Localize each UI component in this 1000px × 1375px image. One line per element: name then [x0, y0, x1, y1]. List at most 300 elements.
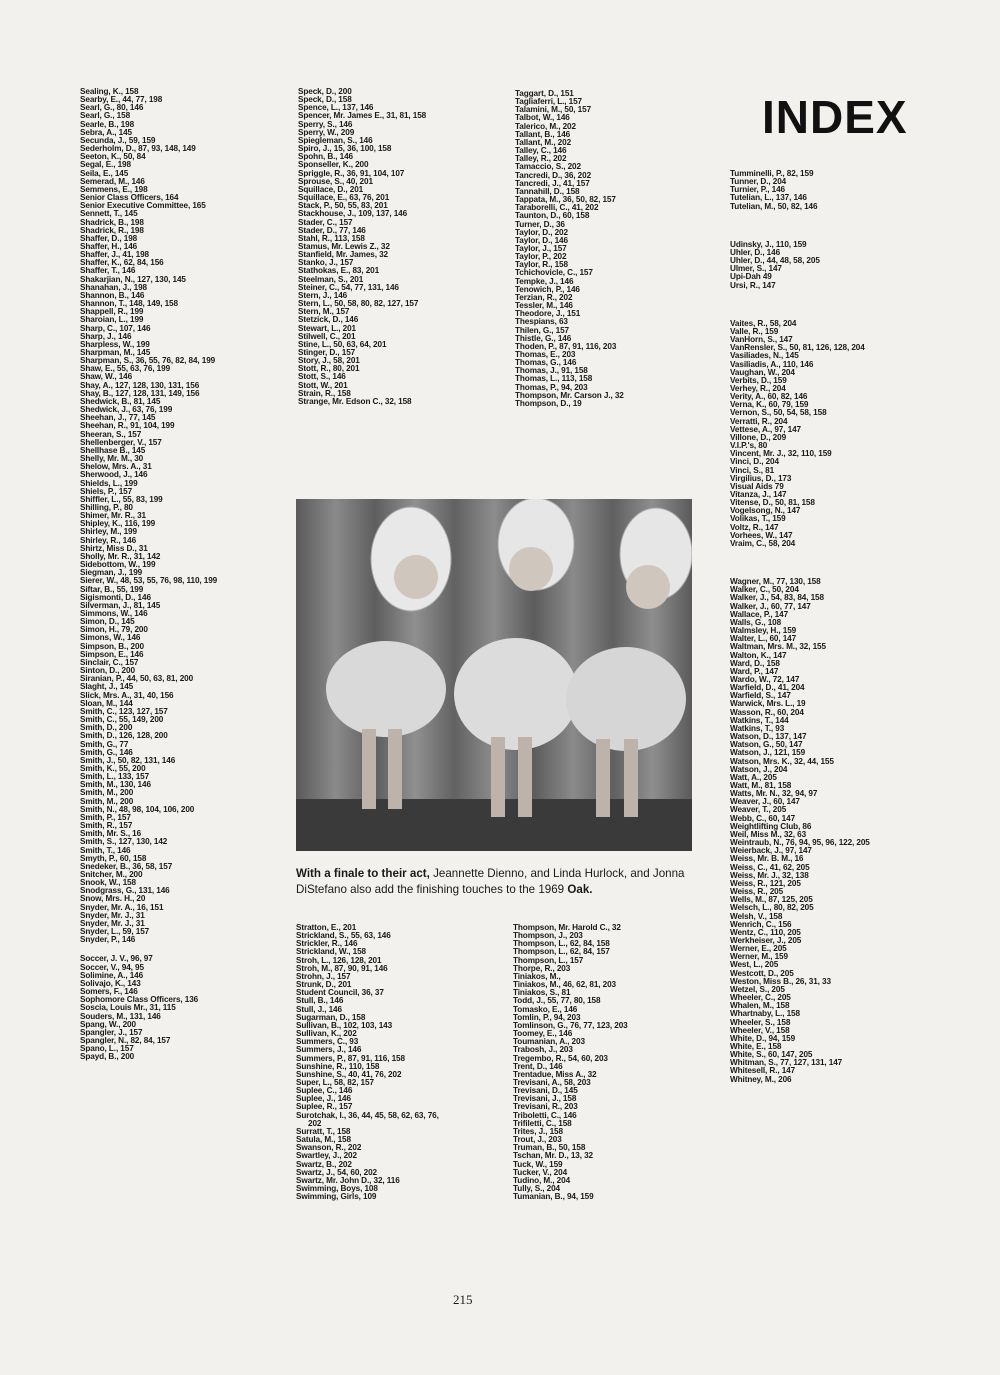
index-entry: Thompson, L., 62, 84, 158: [513, 939, 610, 949]
index-entry: Snitcher, M., 200: [80, 870, 143, 879]
index-entry: Steelman, S., 201: [298, 274, 364, 284]
index-entry: West, L., 205: [730, 960, 779, 970]
index-entry: Sharpman, M., 145: [80, 348, 151, 357]
index-entry: Shaw, E., 55, 63, 76, 199: [80, 364, 171, 374]
index-entry: Speck, D., 200: [298, 87, 352, 96]
index-entry: Swartz, B., 202: [296, 1159, 352, 1169]
index-entry: Senior Executive Committee, 165: [80, 201, 206, 211]
index-entry: Voltz, R., 147: [730, 522, 779, 532]
index-entry: Vincent, Mr. J., 32, 110, 159: [730, 449, 832, 459]
index-entry: Snyder, P., 146: [80, 935, 136, 945]
index-entry: Simmons, W., 146: [80, 609, 148, 618]
index-entry: Sprouse, S., 40, 201: [298, 176, 373, 186]
index-entry: Turnier, P., 146: [730, 185, 785, 195]
index-entry: Thomas, E., 203: [515, 350, 576, 359]
index-entry: Shaffer, K., 62, 84, 156: [80, 258, 164, 268]
index-entry: Shelly, Mr. M., 30: [80, 454, 144, 464]
index-entry: Snyder, L., 59, 157: [80, 927, 150, 937]
index-entry: Stott, W., 201: [298, 380, 348, 390]
index-entry: Sullivan, K., 202: [296, 1029, 357, 1039]
index-entry: Tutelian, L., 137, 146: [730, 193, 807, 203]
index-entry: Thompson, L., 157: [513, 955, 584, 965]
page-title: INDEX: [762, 91, 908, 143]
index-entry: Sloan, M., 144: [80, 698, 133, 708]
index-entry: White, E., 158: [730, 1042, 782, 1051]
index-entry: Smith, M., 200: [80, 788, 134, 798]
index-entry: Whitesell, R., 147: [730, 1066, 796, 1076]
index-entry: Virgilius, D., 173: [730, 473, 792, 483]
index-entry: Stull, B., 146: [296, 996, 344, 1006]
index-entry: Talbot, W., 146: [515, 113, 570, 123]
index-entry: Sunshine, S., 40, 41, 76, 202: [296, 1069, 402, 1079]
index-entry: Speck, D., 158: [298, 95, 352, 105]
index-entry: Semmens, E., 198: [80, 184, 148, 194]
index-entry: Watson, J., 204: [730, 764, 788, 774]
index-entry: Waltman, Mrs. M., 32, 155: [730, 642, 826, 652]
index-entry: Weil, Miss M., 32, 63: [730, 829, 807, 839]
index-entry: Vitense, D., 50, 81, 158: [730, 498, 815, 508]
index-entry: Sheehan, J., 77, 145: [80, 413, 156, 423]
index-entry: Snow, Mrs. H., 20: [80, 894, 146, 904]
index-entry: Sugarman, D., 158: [296, 1012, 366, 1022]
index-entry: Silverman, J., 81, 145: [80, 600, 161, 610]
index-entry: Webb, C., 60, 147: [730, 813, 796, 823]
index-entry: Tregembo, R., 54, 60, 203: [513, 1053, 608, 1063]
index-entry: Snyder, Mr. A., 16, 151: [80, 902, 164, 912]
index-entry: Stern, J., 146: [298, 290, 348, 300]
index-entry: Slaght, J., 145: [80, 682, 134, 692]
index-entry: Ulmer, S., 147: [730, 264, 782, 274]
index-entry: Thorpe, R., 203: [513, 963, 571, 973]
index-entry: Stroh, M., 87, 90, 91, 146: [296, 963, 388, 973]
index-entry: Searby, E., 44, 77, 198: [80, 95, 163, 105]
index-entry: Wetzel, S., 205: [730, 984, 785, 994]
index-entry: Simpson, E., 146: [80, 649, 144, 659]
index-entry: Thespians, 63: [515, 317, 568, 327]
index-entry: Searle, B., 198: [80, 119, 135, 129]
index-entry: Stinger, D., 157: [298, 348, 356, 357]
index-entry: Thompson, Mr. Carson J., 32: [515, 390, 624, 400]
index-entry: Smith, C., 55, 149, 200: [80, 715, 164, 725]
index-entry: Soccer, J. V., 96, 97: [80, 954, 153, 964]
index-entry: Watson, Mrs. K., 32, 44, 155: [730, 756, 834, 766]
index-entry: Spriggle, R., 36, 91, 104, 107: [298, 168, 405, 178]
index-entry: Tomlinson, G., 76, 77, 123, 203: [513, 1020, 628, 1030]
index-entry: Shadrick, B., 198: [80, 217, 144, 227]
index-entry: Shaffer, D., 198: [80, 233, 138, 243]
index-entry: Weiss, Mr. J., 32, 138: [730, 870, 809, 880]
index-entry: Taylor, P., 202: [515, 252, 567, 262]
index-entry: Trabosh, J., 203: [513, 1045, 573, 1055]
index-entry: Sperry, S., 146: [298, 119, 353, 129]
page-number: 215: [453, 1292, 473, 1307]
index-entry: Semerad, M., 146: [80, 176, 145, 186]
index-entry: Sharpman, S., 36, 55, 76, 82, 84, 199: [80, 356, 216, 366]
index-entry: Strickler, R., 146: [296, 939, 358, 949]
index-entry: Vorhees, W., 147: [730, 530, 793, 540]
index-entry: Siftar, B., 55, 199: [80, 584, 144, 594]
index-entry: Slick, Mrs. A., 31, 40, 156: [80, 690, 174, 700]
index-entry: Tchichovicle, C., 157: [515, 268, 593, 278]
index-entry: Terzian, R., 202: [515, 292, 573, 302]
index-entry: Watson, D., 137, 147: [730, 732, 807, 742]
index-entry: Verity, A., 60, 82, 146: [730, 392, 808, 402]
index-entry: Wasson, R., 60, 204: [730, 707, 804, 717]
index-entry: Ward, P., 147: [730, 666, 779, 676]
index-entry: Snodgrass, G., 131, 146: [80, 886, 170, 896]
index-entry: Walton, K., 147: [730, 650, 787, 660]
index-entry: Swartley, J., 202: [296, 1151, 357, 1161]
index-column-s-part1: [80, 88, 280, 1061]
index-entry: Shields, L., 199: [80, 478, 138, 488]
index-entry: Upi-Dah 49: [730, 272, 772, 282]
index-entry: Thompson, D., 19: [515, 398, 582, 408]
index-entry: Stanfield, Mr. James, 32: [298, 250, 388, 260]
index-entry: Stilwell, C., 201: [298, 331, 356, 341]
index-entry: Tumminelli, P., 82, 159: [730, 169, 814, 178]
index-entry: Trout, J., 203: [513, 1135, 562, 1145]
index-entry: Weaver, J., 60, 147: [730, 797, 800, 807]
index-entry: Spohn, B., 146: [298, 152, 354, 162]
index-entry: Tuck, W., 159: [513, 1159, 563, 1169]
index-entry: Theodore, J., 151: [515, 309, 581, 319]
photo-caption: [296, 866, 696, 897]
index-entry: Tancredi, D., 36, 202: [515, 170, 592, 180]
index-entry: Spiro, J., 15, 36, 100, 158: [298, 144, 392, 154]
index-entry: Weiss, C., 41, 62, 205: [730, 862, 810, 872]
index-entry: Tudino, M., 204: [513, 1175, 571, 1185]
index-entry: Siranian, P., 44, 50, 63, 81, 200: [80, 674, 194, 684]
index-entry: Shay, A., 127, 128, 130, 131, 156: [80, 380, 200, 390]
index-entry: Solivajo, K., 143: [80, 978, 141, 988]
index-entry: Swanson, R., 202: [296, 1143, 362, 1153]
index-entry: Strohn, J., 157: [296, 971, 351, 981]
index-entry: Thomas, P., 94, 203: [515, 382, 588, 392]
index-entry: Trentadue, Miss A., 32: [513, 1069, 597, 1079]
index-entry: Shelow, Mrs. A., 31: [80, 462, 152, 472]
index-entry: Surratt, T., 158: [296, 1126, 351, 1136]
index-entry: Stetzick, D., 146: [298, 315, 359, 325]
cheerleaders-photo: [296, 499, 692, 851]
index-column-s-part3: [296, 924, 506, 1201]
index-entry: Smith, D., 126, 128, 200: [80, 731, 168, 741]
index-entry: Segal, E., 198: [80, 160, 131, 170]
index-entry: Sperry, W., 209: [298, 127, 355, 137]
index-entry: Super, L., 58, 82, 157: [296, 1077, 374, 1087]
index-entry: Stamus, Mr. Lewis Z., 32: [298, 241, 390, 251]
index-entry: Snyder, Mr. J., 31: [80, 910, 145, 920]
index-entry: Stader, D., 77, 146: [298, 225, 366, 235]
index-entry: Smith, Mr. S., 16: [80, 829, 142, 839]
index-entry: Squillace, E., 63, 76, 201: [298, 193, 390, 203]
index-entry: Warfield, D., 41, 204: [730, 683, 805, 693]
index-entry: Shannon, T., 148, 149, 158: [80, 299, 178, 309]
index-entry: Tempke, J., 146: [515, 276, 574, 286]
index-entry: Shimer, Mr. R., 31: [80, 511, 147, 521]
index-entry: Talley, R., 202: [515, 154, 567, 164]
index-entry: 202: [308, 1118, 322, 1128]
index-entry: Trevisani, D., 145: [513, 1086, 578, 1096]
index-entry: Smith, J., 50, 82, 131, 146: [80, 755, 176, 765]
index-entry: Sheeran, S., 157: [80, 429, 142, 439]
index-entry: Snedeker, B., 36, 58, 157: [80, 861, 173, 871]
index-entry: Tomasko, E., 146: [513, 1004, 578, 1014]
index-entry: Smith, M., 200: [80, 796, 134, 806]
index-entry: Stathokas, E., 83, 201: [298, 266, 380, 276]
index-entry: Thoden, P., 87, 91, 116, 203: [515, 341, 617, 351]
index-entry: Watson, G., 50, 147: [730, 740, 803, 750]
index-entry: Sophomore Class Officers, 136: [80, 995, 199, 1005]
index-entry: V.I.P.'s, 80: [730, 441, 768, 451]
index-column-s-part2: [298, 88, 498, 406]
index-entry: Seeton, K., 50, 84: [80, 152, 146, 162]
index-entry: Walker, J., 60, 77, 147: [730, 601, 811, 611]
index-entry: Snook, W., 158: [80, 878, 136, 888]
index-entry: VanHorn, S., 147: [730, 335, 793, 345]
index-entry: Strange, Mr. Edson C., 32, 158: [298, 396, 412, 406]
index-entry: Toomey, E., 146: [513, 1029, 573, 1039]
index-entry: Thistle, G., 146: [515, 333, 572, 343]
index-entry: Ursi, R., 147: [730, 280, 776, 290]
index-entry: Suplee, R., 157: [296, 1102, 353, 1112]
index-entry: Swimming, Boys, 108: [296, 1184, 378, 1193]
index-entry: Stanko, J., 157: [298, 258, 354, 268]
index-entry: Tiniakos, S., 81: [513, 988, 571, 998]
index-entry: Shaffer, T., 146: [80, 266, 136, 276]
index-entry: Smith, N., 48, 98, 104, 106, 200: [80, 804, 195, 814]
index-entry: Toumanian, A., 203: [513, 1037, 585, 1047]
index-entry: Spiegleman, S., 146: [298, 135, 373, 145]
index-entry: Simpson, B., 200: [80, 641, 144, 651]
index-entry: Shadrick, R., 198: [80, 225, 144, 235]
index-entry: Shirley, M., 199: [80, 527, 137, 537]
index-entry: Taraborelli, C., 41, 202: [515, 203, 599, 213]
index-entry: Tumanian, B., 94, 159: [513, 1192, 594, 1202]
index-entry: Tagliaferri, L., 157: [515, 97, 583, 107]
index-entry: Shay, B., 127, 128, 131, 149, 156: [80, 388, 200, 398]
index-entry: Thompson, J., 203: [513, 931, 583, 941]
index-entry: Whitman, S., 77, 127, 131, 147: [730, 1058, 843, 1068]
index-entry: Shaffer, J., 41, 198: [80, 250, 150, 260]
index-entry: Trites, J., 158: [513, 1126, 563, 1136]
index-entry: Wells, M., 87, 125, 205: [730, 895, 813, 905]
index-entry: Stern, L., 50, 58, 80, 82, 127, 157: [298, 299, 419, 309]
index-entry: Sheehan, R., 91, 104, 199: [80, 421, 175, 431]
index-entry: White, S., 60, 147, 205: [730, 1050, 813, 1060]
index-entry: Story, J., 58, 201: [298, 356, 360, 366]
index-entry: Simon, D., 145: [80, 617, 135, 627]
index-entry: Vitanza, J., 147: [730, 490, 787, 499]
index-entry: Shedwick, J., 63, 76, 199: [80, 405, 173, 415]
index-entry: Simons, W., 146: [80, 633, 141, 643]
index-entry: Sholly, Mr. R., 31, 142: [80, 551, 161, 561]
index-entry: Watkins, T., 144: [730, 715, 789, 725]
index-entry: Thilen, G., 157: [515, 325, 570, 335]
index-entry: Student Council, 36, 37: [296, 988, 384, 998]
index-entry: Stine, L., 50, 63, 64, 201: [298, 339, 387, 349]
index-entry: Vaughan, W., 204: [730, 367, 795, 377]
index-entry: Searl, G., 80, 146: [80, 103, 144, 113]
index-entry: Vaites, R., 58, 204: [730, 318, 797, 328]
index-entry: Sullivan, B., 102, 103, 143: [296, 1020, 393, 1030]
index-entry: Talley, C., 146: [515, 146, 567, 156]
index-entry: Wentz, C., 110, 205: [730, 927, 801, 937]
index-entry: Taylor, R., 158: [515, 260, 568, 270]
index-entry: Weiss, Mr. B. M., 16: [730, 854, 804, 864]
index-entry: Verbits, D., 159: [730, 375, 787, 385]
index-entry: Thompson, L., 62, 84, 157: [513, 947, 610, 957]
index-entry: Taylor, J., 157: [515, 243, 567, 253]
index-entry: Sinclair, C., 157: [80, 657, 139, 667]
index-entry: Sennett, T., 145: [80, 209, 138, 219]
index-entry: Spangler, N., 82, 84, 157: [80, 1035, 171, 1045]
index-entry: Shanahan, J., 198: [80, 282, 148, 292]
index-entry: Shedwick, B., 81, 145: [80, 396, 161, 406]
index-entry: Weston, Miss B., 26, 31, 33: [730, 976, 831, 986]
index-entry: Surotchak, I., 36, 44, 45, 58, 62, 63, 76,: [296, 1110, 439, 1120]
index-entry: Smith, D., 200: [80, 723, 133, 733]
index-column-t-part1: [515, 90, 715, 408]
index-entry: Satula, M., 158: [296, 1135, 351, 1145]
index-entry: Suplee, C., 146: [296, 1086, 353, 1096]
index-entry: Somers, F., 146: [80, 987, 138, 997]
index-entry: Verhey, R., 204: [730, 383, 786, 393]
index-entry: Sunshine, R., 110, 158: [296, 1061, 380, 1071]
index-entry: Summers, J., 146: [296, 1045, 362, 1055]
index-entry: Spence, L., 137, 146: [298, 103, 374, 113]
index-entry: Sharp, C., 107, 146: [80, 323, 151, 333]
index-entry: Turner, D., 36: [515, 219, 565, 229]
index-entry: Spayd, B., 200: [80, 1052, 135, 1062]
index-entry: Strain, R., 158: [298, 388, 351, 398]
index-entry: Shannon, B., 146: [80, 290, 145, 300]
index-entry: Trevisani, J., 158: [513, 1094, 577, 1104]
index-entry: Tutelian, M., 50, 82, 146: [730, 201, 818, 211]
index-entry: Thomas, G., 146: [515, 358, 577, 368]
index-entry: Spencer, Mr. James E., 31, 81, 158: [298, 111, 427, 121]
index-entry: Whartnaby, L., 158: [730, 1009, 800, 1019]
index-entry: Tiniakos, M.,: [513, 971, 561, 981]
index-entry: Stader, C., 157: [298, 217, 353, 227]
index-entry: Smith, L., 133, 157: [80, 772, 150, 782]
index-entry: Tamaccio, S., 202: [515, 162, 581, 172]
index-entry: Werner, E., 205: [730, 944, 787, 954]
index-entry: Weiss, R., 121, 205: [730, 878, 801, 888]
index-entry: Siegman, J., 199: [80, 568, 143, 578]
index-entry: Uhler, D., 146: [730, 247, 781, 257]
index-entry: Shaw, W., 146: [80, 372, 133, 382]
index-entry: Tannahill, D., 158: [515, 186, 580, 196]
index-entry: Suplee, J., 146: [296, 1094, 351, 1104]
index-entry: Vasiliades, N., 145: [730, 351, 799, 361]
index-entry: Stott, S., 146: [298, 372, 346, 382]
index-entry: Shellhase B., 145: [80, 445, 146, 455]
index-entry: Tschan, Mr. D., 13, 32: [513, 1151, 594, 1161]
index-entry: Watts, Mr. N., 32, 94, 97: [730, 789, 818, 799]
index-entry: Swartz, Mr. John D., 32, 116: [296, 1175, 400, 1185]
index-group-w: [730, 578, 930, 1084]
index-group-u: [730, 241, 930, 290]
index-entry: Welsch, L., 80, 82, 205: [730, 903, 814, 913]
index-entry: Visual Aids 79: [730, 481, 784, 491]
index-entry: Werner, M., 159: [730, 952, 788, 962]
index-entry: Stull, J., 146: [296, 1004, 342, 1014]
index-entry: Smith, M., 130, 146: [80, 780, 151, 790]
index-entry: Smith, T., 146: [80, 845, 131, 855]
index-entry: Watt, M., 81, 158: [730, 781, 792, 790]
index-entry: Udinsky, J., 110, 159: [730, 239, 807, 249]
index-entry: Vogelsong, N., 147: [730, 506, 801, 516]
index-entry: Thompson, Mr. Harold C., 32: [513, 923, 621, 932]
index-entry: Thomas, J., 91, 158: [515, 366, 588, 376]
index-entry: Sealing, K., 158: [80, 87, 139, 96]
index-entry: Walmsley, H., 159: [730, 626, 797, 636]
index-entry: Tully, S., 204: [513, 1184, 560, 1193]
index-entry: Stewart, L., 201: [298, 323, 357, 333]
index-entry: Shappell, R., 199: [80, 307, 144, 317]
index-entry: Vinci, S., 81: [730, 465, 775, 475]
index-entry: Whitney, M., 206: [730, 1074, 792, 1084]
index-entry: Smith, R., 157: [80, 821, 133, 831]
index-entry: Spang, W., 200: [80, 1019, 136, 1029]
index-entry: Watt, A., 205: [730, 772, 777, 782]
index-entry: Volikas, T., 159: [730, 514, 786, 524]
index-entry: Wheeler, C., 205: [730, 993, 791, 1003]
index-entry: Tessler, M., 146: [515, 301, 573, 311]
index-entry: Stackhouse, J., 109, 137, 146: [298, 209, 408, 219]
index-entry: Sederholm, D., 87, 93, 148, 149: [80, 144, 196, 154]
index-entry: Smith, C., 123, 127, 157: [80, 706, 168, 716]
index-entry: Vasiliadis, A., 110, 146: [730, 359, 814, 369]
index-entry: Warwick, Mrs. L., 19: [730, 699, 806, 709]
index-entry: Sharp, J., 146: [80, 331, 132, 341]
index-entry: Swartz, J., 54, 60, 202: [296, 1167, 377, 1177]
index-entry: Wallace, P., 147: [730, 609, 789, 619]
index-entry: Tiniakos, M., 46, 62, 81, 203: [513, 980, 616, 990]
index-entry: Sebra, A., 145: [80, 127, 132, 137]
index-entry: Shiels, P., 157: [80, 486, 133, 496]
index-entry: Tucker, V., 204: [513, 1167, 568, 1177]
index-entry: Westcott, D., 205: [730, 968, 794, 978]
index-entry: Talerico, M., 202: [515, 121, 576, 131]
index-entry: Shakarjian, N., 127, 130, 145: [80, 274, 186, 284]
index-entry: Seila, E., 145: [80, 168, 129, 178]
index-entry: Vernon, S., 50, 54, 58, 158: [730, 408, 827, 418]
index-entry: Taunton, D., 60, 158: [515, 211, 590, 221]
index-entry: Wheeler, S., 158: [730, 1017, 791, 1027]
index-entry: Trevisani, R., 203: [513, 1102, 578, 1112]
index-entry: Shellenberger, V., 157: [80, 437, 162, 447]
index-entry: Shirtz, Miss D., 31: [80, 543, 148, 553]
index-entry: Weiss, R., 205: [730, 887, 784, 897]
index-entry: Sponseller, K., 200: [298, 160, 369, 170]
index-entry: Solimine, A., 146: [80, 970, 144, 980]
index-entry: Tallant, B., 146: [515, 129, 571, 139]
index-entry: Smith, G., 77: [80, 739, 129, 749]
index-entry: Verratti, R., 204: [730, 416, 788, 426]
index-entry: Sigismonti, D., 146: [80, 592, 151, 602]
index-entry: Stack, P., 50, 55, 83, 201: [298, 201, 388, 211]
index-entry: Thomas, L., 113, 158: [515, 374, 593, 384]
index-entry: VanRensler, S., 50, 81, 126, 128, 204: [730, 343, 865, 353]
index-entry: Stern, M., 157: [298, 307, 350, 317]
index-entry: Sharpless, W., 199: [80, 339, 150, 349]
index-entry: Strickland, S., 55, 63, 146: [296, 931, 391, 941]
index-entry: Sierer, W., 48, 53, 55, 76, 98, 110, 199: [80, 576, 218, 586]
index-entry: Walker, J., 54, 83, 84, 158: [730, 593, 824, 603]
index-entry: Triboletti, C., 146: [513, 1110, 577, 1120]
index-entry: Watkins, T., 93: [730, 723, 785, 733]
